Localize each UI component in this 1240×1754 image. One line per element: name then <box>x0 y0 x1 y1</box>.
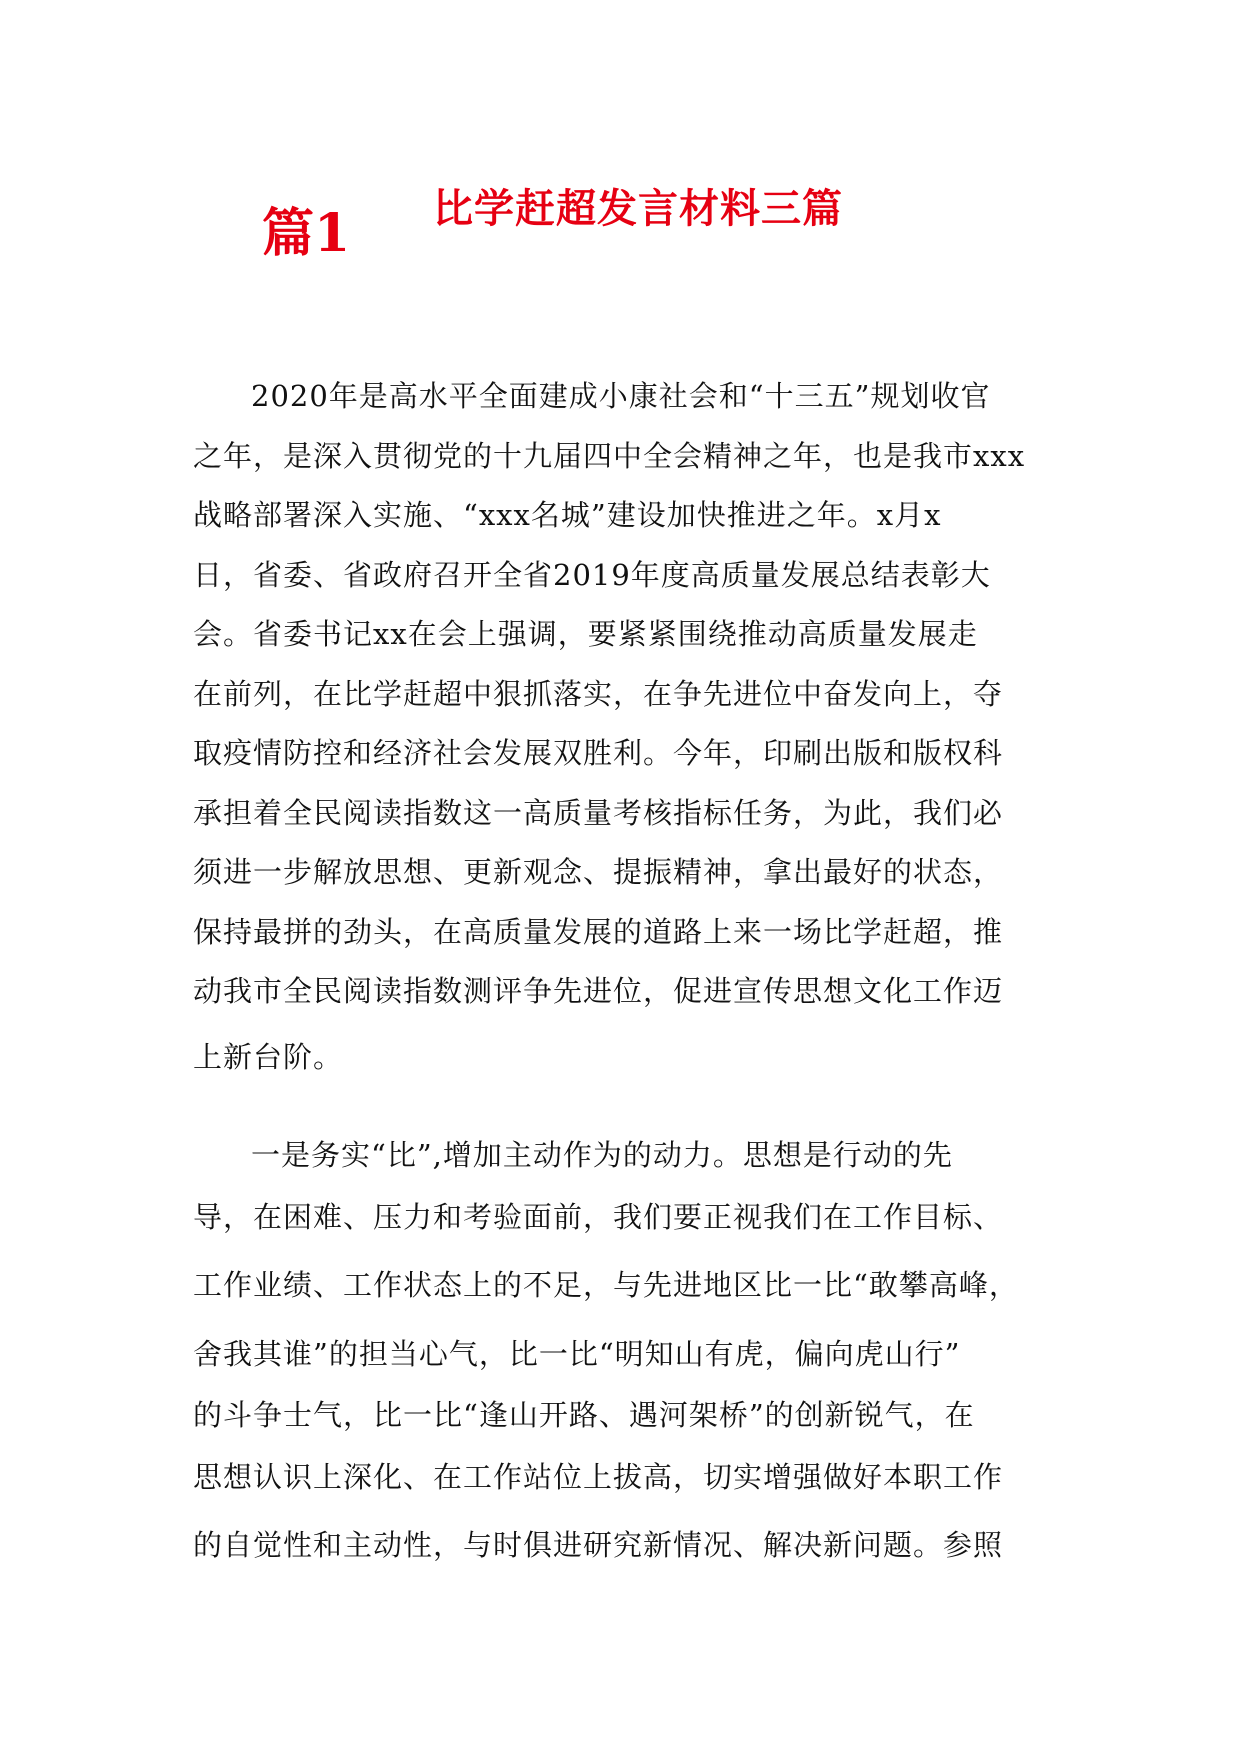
section-heading: 篇1 <box>262 203 351 264</box>
text-line: 取疫情防控和经济社会发展双胜利。今年，印刷出版和版权科 <box>193 736 1004 770</box>
text-line: 须进一步解放思想、更新观念、提振精神，拿出最好的状态， <box>193 855 1004 889</box>
text-line: 之年，是深入贯彻党的十九届四中全会精神之年，也是我市xxx <box>193 438 1026 473</box>
document-title: 比学赶超发言材料三篇 <box>433 184 843 232</box>
text-line: 的斗争士气，比一比“逢山开路、遇河架桥”的创新锐气，在 <box>193 1398 975 1432</box>
text-line: 在前列，在比学赶超中狠抓落实，在争先进位中奋发向上，夺 <box>193 676 1004 711</box>
text-line: 会。省委书记xx在会上强调，要紧紧围绕推动高质量发展走 <box>193 617 978 651</box>
text-line: 保持最拼的劲头，在高质量发展的道路上来一场比学赶超，推 <box>193 914 1004 949</box>
text-line: 导，在困难、压力和考验面前，我们要正视我们在工作目标、 <box>193 1199 1004 1234</box>
text-line: 上新台阶。 <box>193 1039 344 1074</box>
body-paragraph <box>193 367 1049 1087</box>
text-line: 战略部署深入实施、“xxx名城”建设加快推进之年。x月x <box>193 498 942 532</box>
text-line: 的自觉性和主动性，与时俱进研究新情况、解决新问题。参照 <box>193 1528 1004 1562</box>
text-line: 2020年是高水平全面建成小康社会和“十三五”规划收官 <box>251 379 991 413</box>
text-line: 承担着全民阅读指数这一高质量考核指标任务，为此，我们必 <box>193 795 1004 830</box>
text-line: 日，省委、省政府召开全省2019年度高质量发展总结表彰大 <box>193 557 991 592</box>
text-line: 一是务实“比”,增加主动作为的动力。思想是行动的先 <box>251 1138 953 1172</box>
body-paragraph <box>193 1125 1049 1577</box>
text-line: 工作业绩、工作状态上的不足，与先进地区比一比“敢攀高峰， <box>193 1268 1019 1302</box>
text-line: 舍我其谁”的担当心气，比一比“明知山有虎，偏向虎山行” <box>193 1336 961 1371</box>
text-line: 动我市全民阅读指数测评争先进位，促进宣传思想文化工作迈 <box>193 974 1004 1008</box>
text-line: 思想认识上深化、在工作站位上拔高，切实增强做好本职工作 <box>193 1459 1004 1494</box>
